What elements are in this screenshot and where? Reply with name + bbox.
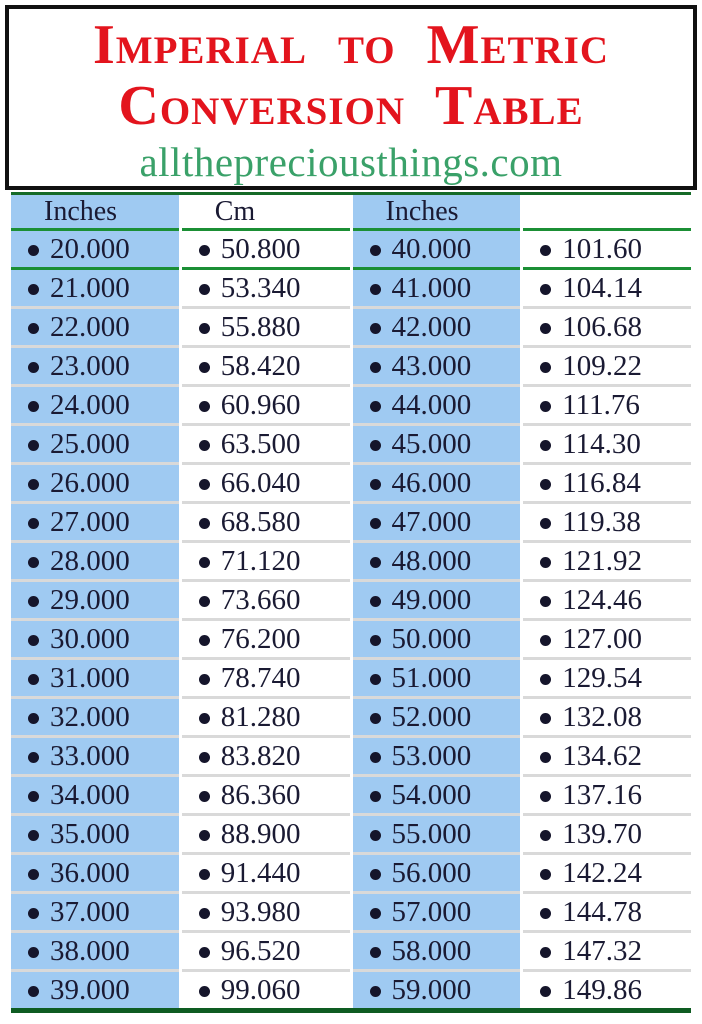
bullet-icon [28, 947, 39, 958]
cell-value: 149.86 [562, 973, 642, 1006]
table-cell [523, 813, 691, 852]
bullet-icon [28, 284, 39, 295]
page-title-line1: Imperial to Metric [93, 14, 609, 76]
cell-value: 25.000 [50, 427, 130, 460]
cell-value: 45.000 [391, 427, 472, 460]
bullet-icon [540, 518, 551, 529]
website-text: allthepreciousthings.com [139, 139, 563, 185]
table-cell [11, 540, 179, 579]
cell-value: 81.280 [220, 700, 301, 733]
bullet-icon [28, 440, 39, 451]
bullet-icon [370, 401, 381, 412]
table-cell [182, 618, 350, 657]
table-cell [182, 306, 350, 345]
cell-value: 134.62 [562, 739, 642, 772]
bullet-icon [28, 869, 39, 880]
table-cell [11, 774, 179, 813]
cell-value: 68.580 [220, 505, 301, 538]
table-cell [353, 345, 521, 384]
table-cell [353, 462, 521, 501]
bullet-icon [199, 596, 210, 607]
cell-value: 76.200 [220, 622, 301, 655]
table-cell [11, 930, 179, 969]
cell-value: 51.000 [391, 661, 472, 694]
bullet-icon [28, 830, 39, 841]
table-cell [523, 501, 691, 540]
table-cell [353, 930, 521, 969]
cell-value: 101.60 [562, 232, 642, 265]
table-cell [523, 618, 691, 657]
bullet-icon [370, 635, 381, 646]
bullet-icon [540, 557, 551, 568]
bullet-icon [370, 596, 381, 607]
cell-value: 33.000 [50, 739, 130, 772]
bullet-icon [199, 791, 210, 802]
table-cell [11, 501, 179, 540]
table-cell [11, 618, 179, 657]
table-cell [353, 735, 521, 774]
cell-value: 93.980 [220, 895, 301, 928]
bullet-icon [540, 869, 551, 880]
table-cell [11, 267, 179, 306]
table-cell [11, 969, 179, 1008]
table-cell [182, 930, 350, 969]
table-cell [353, 306, 521, 345]
table-cell [353, 540, 521, 579]
bullet-icon [370, 752, 381, 763]
bullet-icon [540, 674, 551, 685]
bullet-icon [199, 479, 210, 490]
cell-value: 104.14 [562, 271, 642, 304]
table-cell [182, 735, 350, 774]
table-cell [11, 852, 179, 891]
table-cell [182, 267, 350, 306]
column-header: Inches [353, 195, 521, 228]
bullet-icon [28, 674, 39, 685]
table-cell [353, 813, 521, 852]
cell-value: 46.000 [391, 466, 472, 499]
table-cell [353, 891, 521, 930]
bullet-icon [199, 284, 210, 295]
column-header [523, 195, 691, 228]
cell-value: 137.16 [562, 778, 642, 811]
cell-value: 44.000 [391, 388, 472, 421]
table-cell [523, 228, 691, 267]
cell-value: 26.000 [50, 466, 130, 499]
table-cell [182, 501, 350, 540]
bullet-icon [199, 245, 210, 256]
table-cell [523, 423, 691, 462]
cell-value: 121.92 [562, 544, 642, 577]
table-cell [11, 306, 179, 345]
bullet-icon [370, 674, 381, 685]
bullet-icon [540, 245, 551, 256]
bullet-icon [28, 986, 39, 997]
bullet-icon [28, 245, 39, 256]
cell-value: 48.000 [391, 544, 472, 577]
cell-value: 53.340 [220, 271, 301, 304]
table-cell [353, 852, 521, 891]
cell-value: 109.22 [562, 349, 642, 382]
cell-value: 27.000 [50, 505, 130, 538]
cell-value: 38.000 [50, 934, 130, 967]
table-cell [182, 813, 350, 852]
table-cell [182, 540, 350, 579]
cell-value: 50.800 [220, 232, 301, 265]
table-cell [353, 696, 521, 735]
cell-value: 111.76 [562, 388, 640, 421]
bullet-icon [540, 479, 551, 490]
bullet-icon [370, 713, 381, 724]
page-title-line2: Conversion Table [118, 75, 584, 137]
bullet-icon [370, 284, 381, 295]
cell-value: 57.000 [391, 895, 472, 928]
cell-value: 50.000 [391, 622, 472, 655]
cell-value: 58.420 [220, 349, 301, 382]
bullet-icon [199, 557, 210, 568]
table-cell [182, 969, 350, 1008]
cell-value: 139.70 [562, 817, 642, 850]
table-cell [353, 618, 521, 657]
cell-value: 66.040 [220, 466, 301, 499]
table-cell [11, 345, 179, 384]
bullet-icon [199, 518, 210, 529]
cell-value: 58.000 [391, 934, 472, 967]
bullet-icon [28, 791, 39, 802]
table-cell [182, 774, 350, 813]
cell-value: 41.000 [391, 271, 472, 304]
cell-value: 20.000 [50, 232, 130, 265]
table-cell [11, 579, 179, 618]
bullet-icon [540, 830, 551, 841]
table-cell [353, 228, 521, 267]
cell-value: 88.900 [220, 817, 301, 850]
table-cell [523, 696, 691, 735]
title-box [5, 5, 697, 190]
bullet-icon [540, 596, 551, 607]
cell-value: 52.000 [391, 700, 472, 733]
table-cell [523, 579, 691, 618]
bullet-icon [540, 362, 551, 373]
bullet-icon [370, 791, 381, 802]
bullet-icon [540, 440, 551, 451]
table-cell [182, 579, 350, 618]
cell-value: 39.000 [50, 973, 130, 1006]
cell-value: 21.000 [50, 271, 130, 304]
table-cell [11, 735, 179, 774]
bullet-icon [370, 323, 381, 334]
bullet-icon [199, 362, 210, 373]
table-cell [353, 423, 521, 462]
bullet-icon [540, 908, 551, 919]
cell-value: 35.000 [50, 817, 130, 850]
cell-value: 24.000 [50, 388, 130, 421]
table-cell [523, 384, 691, 423]
bullet-icon [370, 518, 381, 529]
cell-value: 116.84 [562, 466, 641, 499]
cell-value: 40.000 [391, 232, 472, 265]
table-cell [523, 540, 691, 579]
table-cell [182, 891, 350, 930]
bullet-icon [28, 635, 39, 646]
table-cell [11, 657, 179, 696]
bullet-icon [540, 635, 551, 646]
table-cell [523, 267, 691, 306]
bullet-icon [370, 440, 381, 451]
bullet-icon [370, 830, 381, 841]
bullet-icon [28, 557, 39, 568]
cell-value: 96.520 [220, 934, 301, 967]
table-cell [11, 891, 179, 930]
cell-value: 99.060 [220, 973, 301, 1006]
table-cell [11, 228, 179, 267]
bullet-icon [370, 869, 381, 880]
column-header: Cm [182, 195, 350, 228]
table-cell [182, 852, 350, 891]
cell-value: 30.000 [50, 622, 130, 655]
cell-value: 55.880 [220, 310, 301, 343]
cell-value: 86.360 [220, 778, 301, 811]
table-cell [182, 384, 350, 423]
cell-value: 142.24 [562, 856, 642, 889]
table-cell [523, 930, 691, 969]
cell-value: 37.000 [50, 895, 130, 928]
table-cell [523, 852, 691, 891]
bullet-icon [540, 284, 551, 295]
cell-value: 144.78 [562, 895, 642, 928]
table-cell [353, 657, 521, 696]
table-cell [11, 813, 179, 852]
table-cell [11, 423, 179, 462]
cell-value: 42.000 [391, 310, 472, 343]
cell-value: 55.000 [391, 817, 472, 850]
cell-value: 29.000 [50, 583, 130, 616]
cell-value: 132.08 [562, 700, 642, 733]
cell-value: 23.000 [50, 349, 130, 382]
bullet-icon [199, 401, 210, 412]
table-cell [353, 501, 521, 540]
cell-value: 47.000 [391, 505, 472, 538]
cell-value: 119.38 [562, 505, 641, 538]
bullet-icon [199, 752, 210, 763]
cell-value: 114.30 [562, 427, 641, 460]
table-cell [353, 969, 521, 1008]
column-header: Inches [11, 195, 179, 228]
bullet-icon [199, 674, 210, 685]
bullet-icon [370, 908, 381, 919]
cell-value: 147.32 [562, 934, 642, 967]
table-cell [11, 462, 179, 501]
bullet-icon [199, 830, 210, 841]
conversion-table [11, 192, 691, 1013]
table-cell [523, 306, 691, 345]
cell-value: 22.000 [50, 310, 130, 343]
cell-value: 78.740 [220, 661, 301, 694]
bullet-icon [370, 557, 381, 568]
bullet-icon [540, 947, 551, 958]
bullet-icon [28, 518, 39, 529]
table-cell [523, 735, 691, 774]
bullet-icon [28, 596, 39, 607]
table-cell [353, 384, 521, 423]
bullet-icon [28, 479, 39, 490]
cell-value: 34.000 [50, 778, 130, 811]
table-cell [182, 696, 350, 735]
bullet-icon [370, 986, 381, 997]
bullet-icon [199, 908, 210, 919]
table-cell [182, 423, 350, 462]
cell-value: 32.000 [50, 700, 130, 733]
cell-value: 73.660 [220, 583, 301, 616]
bullet-icon [28, 713, 39, 724]
table-cell [353, 774, 521, 813]
cell-value: 28.000 [50, 544, 130, 577]
bullet-icon [370, 245, 381, 256]
cell-value: 124.46 [562, 583, 642, 616]
bullet-icon [28, 362, 39, 373]
table-cell [523, 657, 691, 696]
table-cell [523, 891, 691, 930]
bullet-icon [28, 752, 39, 763]
bullet-icon [199, 869, 210, 880]
bullet-icon [199, 986, 210, 997]
table-cell [182, 228, 350, 267]
bullet-icon [370, 479, 381, 490]
cell-value: 54.000 [391, 778, 472, 811]
table-cell [523, 774, 691, 813]
table-cell [523, 345, 691, 384]
bullet-icon [540, 401, 551, 412]
cell-value: 53.000 [391, 739, 472, 772]
table-cell [353, 579, 521, 618]
bullet-icon [199, 635, 210, 646]
cell-value: 56.000 [391, 856, 472, 889]
cell-value: 43.000 [391, 349, 472, 382]
table-cell [353, 267, 521, 306]
bullet-icon [28, 323, 39, 334]
bullet-icon [199, 713, 210, 724]
table-cell [182, 657, 350, 696]
cell-value: 106.68 [562, 310, 642, 343]
bullet-icon [540, 752, 551, 763]
cell-value: 49.000 [391, 583, 472, 616]
bullet-icon [199, 947, 210, 958]
bullet-icon [540, 713, 551, 724]
cell-value: 71.120 [220, 544, 301, 577]
cell-value: 36.000 [50, 856, 130, 889]
cell-value: 59.000 [391, 973, 472, 1006]
table-cell [182, 462, 350, 501]
bullet-icon [540, 791, 551, 802]
bullet-icon [28, 908, 39, 919]
bullet-icon [540, 323, 551, 334]
cell-value: 127.00 [562, 622, 642, 655]
table-cell [11, 696, 179, 735]
bullet-icon [370, 362, 381, 373]
table-cell [523, 969, 691, 1008]
cell-value: 83.820 [220, 739, 301, 772]
cell-value: 129.54 [562, 661, 642, 694]
cell-value: 63.500 [220, 427, 301, 460]
bullet-icon [199, 323, 210, 334]
table-cell [523, 462, 691, 501]
bullet-icon [199, 440, 210, 451]
bullet-icon [370, 947, 381, 958]
bullet-icon [28, 401, 39, 412]
bullet-icon [540, 986, 551, 997]
cell-value: 60.960 [220, 388, 301, 421]
cell-value: 91.440 [220, 856, 301, 889]
table-cell [11, 384, 179, 423]
table-cell [182, 345, 350, 384]
cell-value: 31.000 [50, 661, 130, 694]
